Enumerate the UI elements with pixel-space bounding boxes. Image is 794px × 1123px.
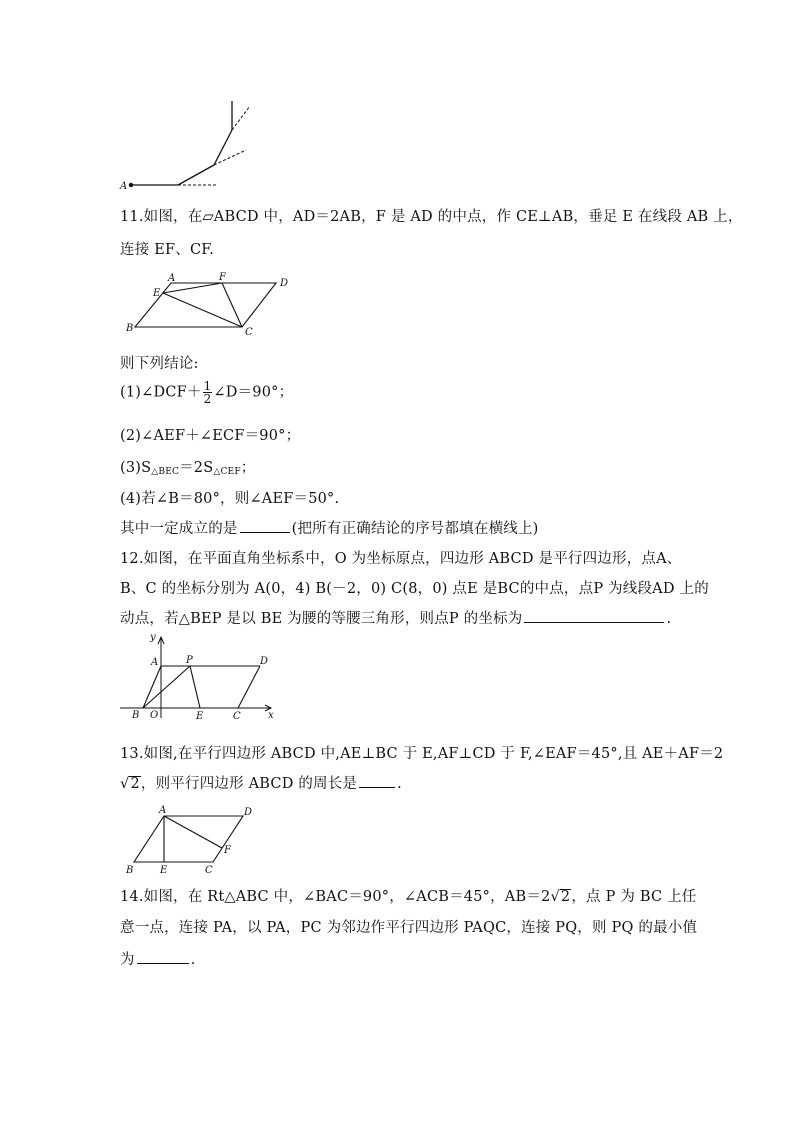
q11-c1-pre: (1)∠DCF＋ [120,384,202,401]
q11-line2: 连接 EF、CF. [120,242,215,258]
q12-label-a: A [151,657,159,668]
q13-label-c: C [205,865,213,876]
q14-line3-post: . [190,952,196,968]
q11-c3-sub2: △CEF [213,467,241,477]
q14-line1-post: ，点 P 为 BC 上任 [571,889,697,905]
q12-label-p: P [186,655,193,666]
q12-label-c: C [233,711,241,722]
q14-line1-pre: 14.如图，在 Rt△ABC 中，∠BAC＝90°，∠ACB＝45°，AB＝2 [120,889,551,905]
q13-line2: √2，则平行四边形 ABCD 的周长是 . [120,772,402,793]
q12-label-d: D [260,656,269,667]
q14-answer-blank[interactable] [137,949,189,964]
q11-ask-pre: 其中一定成立的是 [120,521,238,537]
q11-label-c: C [245,327,253,338]
q14-radicand: 2 [560,889,571,905]
q13-label-a: A [159,805,167,816]
q11-c3-sub1: △BEC [151,467,180,477]
q14-line1: 14.如图，在 Rt△ABC 中，∠BAC＝90°，∠ACB＝45°，AB＝2√2，点 P 为 BC 上任 [120,889,697,905]
q14-line3 [120,948,196,969]
label-a: A [120,181,128,192]
q12-label-x: x [268,710,274,721]
q13-label-b: B [126,865,134,876]
q12-line1: 12.如图，在平面直角坐标系中，O 为坐标原点，四边形 ABCD 是平行四边形，点A、 [120,551,682,567]
q11-label-f: F [219,272,226,283]
q11-label-a: A [168,273,176,284]
q11-line1: 11.如图，在▱ABCD 中，AD＝2AB，F 是 AD 的中点，作 CE⊥AB，垂足 E 在线段 AB 上， [120,209,743,225]
q11-conclusion-2: (2)∠AEF＋∠ECF＝90°； [120,428,301,444]
q11-c1-post: ∠D＝90°； [213,384,294,401]
q12-label-b: B [132,710,140,721]
q14-line3-pre: 为 [120,952,135,968]
q13-label-e: E [160,865,168,876]
q11-ask-post: (把所有正确结论的序号都填在横线上) [291,521,539,537]
q12-line3-post: . [666,611,672,627]
q11-c1-num: 1 [203,379,212,393]
q12-label-e: E [196,711,204,722]
q13-label-f: F [224,845,231,856]
q11-c1-den: 2 [203,392,212,406]
q13-line2-post: ，则平行四边形 ABCD 的周长是 [140,776,358,792]
q13-radicand: 2 [130,776,140,792]
q11-c3-post: ； [240,460,256,476]
q13-label-d: D [244,807,253,818]
q11-conclusion-4: (4)若∠B＝80°，则∠AEF＝50°. [120,491,340,507]
q12-line3-pre: 动点，若△BEP 是以 BE 为腰的等腰三角形，则点P 的坐标为 [120,611,523,627]
q12-line2: B、C 的坐标分别为 A(0，4) B(－2，0) C(8，0) 点E 是BC的中点，点P 为线段AD 上的 [120,581,709,597]
q11-label-d: D [280,278,289,289]
q11-intro: 则下列结论: [120,356,199,372]
q11-label-e: E [153,288,161,299]
q13-line2-end: . [397,776,402,792]
q13-line1: 13.如图,在平行四边形 ABCD 中,AE⊥BC 于 E,AF⊥CD 于 F,∠EAF＝45°,且 AE＋AF＝2 [120,746,724,762]
q12-label-y: y [150,632,156,643]
q14-line2: 意一点，连接 PA，以 PA，PC 为邻边作平行四边形 PAQC，连接 PQ，则 PQ 的最小值 [120,920,698,936]
q11-c3-pre: (3)S [120,460,152,476]
q11-c3-mid: ＝2S [179,460,214,476]
q11-label-b: B [126,323,134,334]
q12-label-o: O [150,710,159,721]
